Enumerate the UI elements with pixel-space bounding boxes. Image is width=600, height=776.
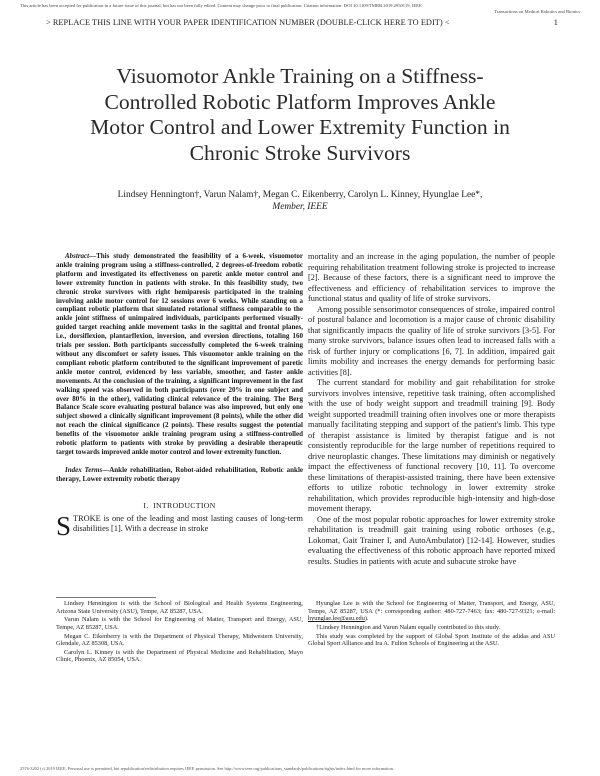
right-column — [308, 252, 555, 567]
abstract-text: —This study demonstrated the feasibility of a 6-week, visuomotor ankle training program using a stiffness-controlled, 2 degrees-of-freedom robotic platform and investigated its effectiveness on paretic ankle motor control and lower extremity function in patients with stroke. In this feasibility study, two chronic stroke survivors with right hemiparesis participated in the training involving ankle motor control for 12 sessions over 6 weeks. While standing on a compliant robotic platform that simulated rotational stiffness comparable to the ankle joint stiffness of unimpaired individuals, participants performed visually-guided target reaching ankle movement tasks in the sagittal and frontal planes, i.e., dorsiflexion, plantarflexion, inversion, and eversion directions, totaling 160 trials per session. Both participants successfully completed the 6-week training without any discomfort or safety issues. This visuomotor ankle training on the compliant robotic platform contributed to the significant improvement of paretic ankle motor control, evidenced by less variable, smoother, and faster ankle movements. At the conclusion of the training, a significant improvement in the fast walking speed was observed in both participants (over 20% in one subject and over 80% in the other), validating clinical relevance of the training. The Berg Balance Scale score evaluating postural balance was also improved, but only one subject showed a clinically significant improvement (8 points), while the other did not reach the clinical significance (2 points). These results suggest the potential benefits of the visuomotor ankle training program using a stiffness-controlled robotic platform to patients with stroke by providing a desirable therapeutic target towards improved ankle motor control and lower extremity function. — [56, 252, 303, 456]
body-paragraph: mortality and an increase in the aging population, the number of people requiring rehabilitation treatment following stroke is projected to increase [2]. Because of these factors, there is a significant need to improve the effectiveness and efficiency of rehabilitation services to improve the functional status and quality of life of stroke survivors. — [308, 252, 555, 303]
paper-title — [60, 64, 540, 166]
title-line: Chronic Stroke Survivors — [189, 140, 411, 165]
index-terms — [56, 466, 303, 484]
body-paragraph: The current standard for mobility and gait rehabilitation for stroke survivors involves intensive, repetitive task training, often accomplished with the use of body weight support and treadmill training [9]. Body weight supported treadmill training often involves one or more therapists manually facilitating stepping and support of the patient's limb. This type of therapist assistance is limited by therapist fatigue and is not consistently reproducible for the large number of repetitions required to drive neuroplastic changes. These limitations may diminish or negatively impact the effectiveness of functional recovery [10, 11]. To overcome these limitations of therapist-assisted training, there have been extensive efforts to utilize robotic technology in lower extremity stroke rehabilitation, which provides reproducible high-intensity and high-dose movement therapy. — [308, 378, 555, 513]
footnote: Carolyn L. Kinney is with the Department of Physical Medicine and Rehabilitation, Mayo Clinic, Phoenix, AZ 85054, USA. — [56, 648, 303, 664]
footnotes-right — [308, 600, 555, 649]
author-membership: Member, IEEE — [272, 202, 328, 212]
abstract-label: Abstract — [65, 252, 90, 260]
footnote-corresponding — [308, 600, 555, 623]
footnote: Varun Nalam is with the School for Engineering of Matter, Transport and Energy, ASU, Tempe, AZ 85287, USA. — [56, 616, 303, 631]
page-number: 1 — [553, 18, 558, 27]
intro-paragraph — [56, 510, 303, 541]
footnote: †Lindsey Hennington and Varun Nalam equally contributed to this study. — [316, 623, 501, 631]
title-line: Controlled Robotic Platform Improves Ankle — [104, 89, 496, 114]
footnote: This study was completed by the support of Global Sport Institute of the adidas and ASU Global Sport Alliance and Ira A. Fulton Schools of Engineering at the ASU. — [308, 632, 555, 648]
intro-lead-word: TROKE — [73, 513, 101, 523]
body-paragraph: Among possible sensorimotor consequences of stroke, impaired control of postural balance and locomotion is a major cause of chronic disability that significantly impacts the quality of life of stroke survivors [3-5]. For many stroke survivors, balance issues often lead to increased falls with a risk of further injury or complications [6, 7]. In addition, impaired gait limits mobility and increases the energy demands for performing basic activities [8]. — [308, 304, 555, 377]
left-column — [56, 252, 303, 541]
header-identification-text: > REPLACE THIS LINE WITH YOUR PAPER IDENTIFICATION NUMBER (DOUBLE-CLICK HERE TO EDIT) < — [46, 18, 450, 27]
drop-cap: S — [56, 510, 72, 541]
title-line: Visuomotor Ankle Training on a Stiffness- — [116, 64, 484, 88]
email-link[interactable]: hyunglae.lee@asu.edu — [308, 615, 365, 622]
index-terms-text: —Ankle rehabilitation, Robot-aided rehabilitation, Robotic ankle therapy, Lower extremity robotic therapy — [56, 465, 303, 483]
footnote-text-end: ). — [364, 615, 369, 622]
publication-notice — [20, 3, 580, 14]
copyright-footer: 2576-3202 (c) 2019 IEEE. Personal use is permitted, but republication/redistribution requires IEEE permission. See http://www.ieee.org/publications_standards/publications/rights/index.html for more information. — [20, 766, 394, 771]
intro-text: is one of the leading and most lasting causes of long-term disabilities [1]. With a decrease in stroke — [73, 513, 303, 534]
section-numeral: I. — [143, 500, 149, 510]
footnote: Megan C. Eikenberry is with the Department of Physical Therapy, Midwestern University, Glendale, AZ 85308, USA. — [56, 632, 303, 648]
section-title-rest: NTRODUCTION — [155, 500, 216, 510]
author-list — [30, 189, 570, 213]
journal-name: Transactions on Medical Robotics and Bionics — [494, 8, 580, 14]
footnote: Lindsey Hennington is with the School of Biological and Health Systems Engineering, Arizona State University (ASU), Tempe, AZ 85287, USA. — [56, 600, 303, 615]
author-names: Lindsey Hennington†, Varun Nalam†, Megan C. Eikenberry, Carolyn L. Kinney, Hyunglae Lee*, — [117, 190, 483, 200]
publication-notice-line: This article has been accepted for publication in a future issue of this journal, but has not been fully edited. Content may change prior to final publication. Citation information: DOI 10.1109/TMRB.2019.2950119, IEEE — [20, 3, 422, 8]
title-line: Motor Control and Lower Extremity Function in — [90, 115, 510, 139]
body-paragraph: One of the most popular robotic approaches for lower extremity stroke rehabilitation is treadmill gait training using robotic orthoses (e.g., Lokomat, Gait Trainer I, and AutoAmbulator) [12-14]. However, studies evaluating the effectiveness of this robotic approach have reported mixed results. Studies in patients with acute and subacute stroke have — [308, 514, 555, 566]
section-heading-introduction — [56, 501, 303, 510]
index-terms-label: Index Terms — [65, 465, 103, 474]
abstract — [56, 252, 303, 457]
footnotes-left — [56, 600, 303, 665]
footnote-text: Hyunglae Lee is with the School for Engineering of Matter, Transport, and Energy, ASU, Tempe, AZ 85287, USA (*: corresponding author: 480-727-7463; fax: 480-727-9321; e-mail: — [308, 600, 555, 615]
footnote-rule — [56, 597, 156, 598]
section-initial: I — [153, 500, 156, 510]
